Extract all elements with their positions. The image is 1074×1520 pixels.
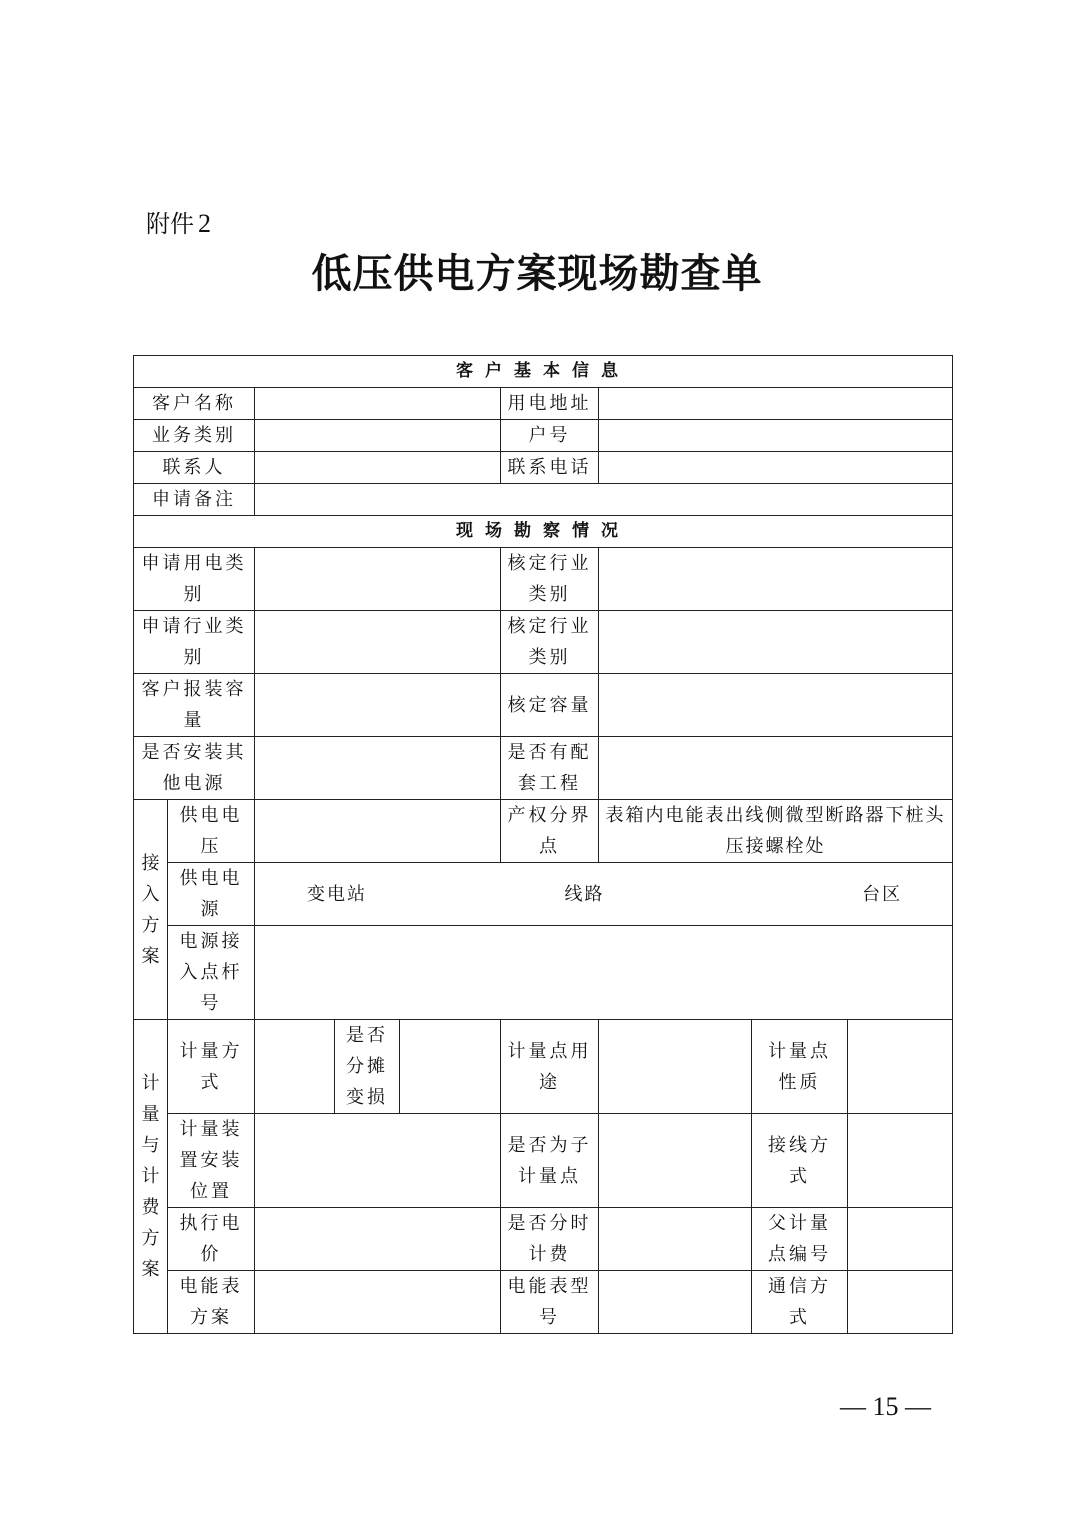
survey-section-title: 现场勘察情况 — [134, 516, 953, 548]
access-pole-field[interactable] — [255, 926, 953, 1020]
phone-field[interactable] — [599, 452, 953, 484]
device-location-field[interactable] — [255, 1114, 501, 1208]
page-number: — 15 — — [840, 1392, 931, 1421]
customer-name-label: 客户名称 — [134, 388, 255, 420]
meter-model-field[interactable] — [599, 1271, 752, 1334]
metering-group-label: 计 量 与 计 费 方 案 — [134, 1020, 168, 1334]
property-boundary-label: 产权分界点 — [501, 800, 599, 863]
apply-elec-type-field[interactable] — [255, 548, 501, 611]
survey-form-table — [133, 355, 953, 1334]
reported-capacity-field[interactable] — [255, 674, 501, 737]
loss-share-label: 是否分摊变损 — [335, 1020, 400, 1114]
device-location-label: 计量装置安装位置 — [168, 1114, 255, 1208]
remark-label: 申请备注 — [134, 484, 255, 516]
verified-industry-label: 核定行业类别 — [501, 548, 599, 611]
verified-industry-field-2[interactable] — [599, 611, 953, 674]
apply-elec-type-label: 申请用电类别 — [134, 548, 255, 611]
customer-name-field[interactable] — [255, 388, 501, 420]
contact-person-field[interactable] — [255, 452, 501, 484]
point-use-field[interactable] — [599, 1020, 752, 1114]
phone-label: 联系电话 — [501, 452, 599, 484]
supply-voltage-field[interactable] — [255, 800, 501, 863]
other-power-field[interactable] — [255, 737, 501, 800]
loss-share-field[interactable] — [400, 1020, 501, 1114]
parent-point-label: 父计量点编号 — [752, 1208, 848, 1271]
reported-capacity-label: 客户报装容量 — [134, 674, 255, 737]
business-type-field[interactable] — [255, 420, 501, 452]
attachment-text: 附件 — [146, 210, 194, 238]
point-use-label: 计量点用途 — [501, 1020, 599, 1114]
meter-plan-label: 电能表方案 — [168, 1271, 255, 1334]
other-power-label: 是否安装其他电源 — [134, 737, 255, 800]
tariff-field[interactable] — [255, 1208, 501, 1271]
property-boundary-value: 表箱内电能表出线侧微型断路器下桩头压接螺栓处 — [599, 800, 953, 863]
verified-industry-field[interactable] — [599, 548, 953, 611]
address-field[interactable] — [599, 388, 953, 420]
sub-metering-label: 是否为子计量点 — [501, 1114, 599, 1208]
point-nature-field[interactable] — [848, 1020, 953, 1114]
tariff-label: 执行电价 — [168, 1208, 255, 1271]
metering-method-field[interactable] — [255, 1020, 335, 1114]
verified-capacity-label: 核定容量 — [501, 674, 599, 737]
page-title: 低压供电方案现场勘查单 — [311, 250, 763, 297]
tou-label: 是否分时计费 — [501, 1208, 599, 1271]
verified-capacity-field[interactable] — [599, 674, 953, 737]
account-number-field[interactable] — [599, 420, 953, 452]
substation-label: 变电站 — [307, 883, 367, 905]
wiring-label: 接线方式 — [752, 1114, 848, 1208]
access-plan-group-label: 接 入 方 案 — [134, 800, 168, 1020]
sub-metering-field[interactable] — [599, 1114, 752, 1208]
meter-model-label: 电能表型号 — [501, 1271, 599, 1334]
supply-voltage-label: 供电电压 — [168, 800, 255, 863]
customer-info-section-title: 客户基本信息 — [134, 356, 953, 388]
comm-method-field[interactable] — [848, 1271, 953, 1334]
address-label: 用电地址 — [501, 388, 599, 420]
apply-industry-label: 申请行业类别 — [134, 611, 255, 674]
business-type-label: 业务类别 — [134, 420, 255, 452]
apply-industry-field[interactable] — [255, 611, 501, 674]
verified-industry-label-2: 核定行业类别 — [501, 611, 599, 674]
supporting-project-label: 是否有配套工程 — [501, 737, 599, 800]
supporting-project-field[interactable] — [599, 737, 953, 800]
wiring-field[interactable] — [848, 1114, 953, 1208]
account-number-label: 户号 — [501, 420, 599, 452]
supply-source-field[interactable] — [255, 863, 953, 926]
contact-person-label: 联系人 — [134, 452, 255, 484]
meter-plan-field[interactable] — [255, 1271, 501, 1334]
access-pole-label: 电源接入点杆号 — [168, 926, 255, 1020]
comm-method-label: 通信方式 — [752, 1271, 848, 1334]
line-label: 线路 — [564, 883, 605, 905]
attachment-number: 2 — [198, 209, 211, 238]
parent-point-field[interactable] — [848, 1208, 953, 1271]
supply-source-label: 供电电源 — [168, 863, 255, 926]
point-nature-label: 计量点性质 — [752, 1020, 848, 1114]
tou-field[interactable] — [599, 1208, 752, 1271]
attachment-label — [146, 204, 211, 239]
remark-field[interactable] — [255, 484, 953, 516]
area-label: 台区 — [862, 883, 903, 905]
metering-method-label: 计量方式 — [168, 1020, 255, 1114]
